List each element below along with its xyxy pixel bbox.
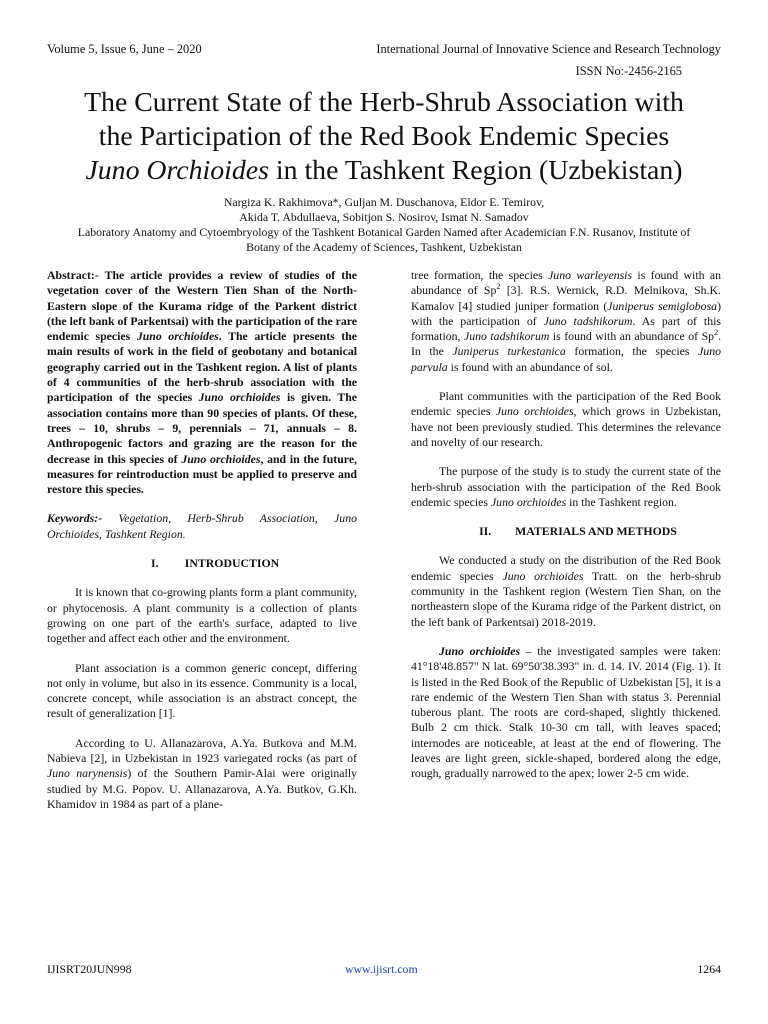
volume-info: Volume 5, Issue 6, June – 2020 xyxy=(47,42,202,56)
right-column xyxy=(411,268,721,796)
relevance-paragraph: Plant communities with the participation of the Red Book endemic species Juno orchioides, which grows in Uzbekistan, have not been previously studied. This determines the relevance and novelty of our research. xyxy=(411,389,721,449)
methods-paragraph-1: We conducted a study on the distribution of the Red Book endemic species Juno orchioides Tratt. on the herb-shrub community in the Tashkent region (Western Tien Shan, on the northeastern slope of the Kurama ridge of the Parkent district, on the left bank of Parkentsai) 2018-2019. xyxy=(411,553,721,629)
title-species: Juno Orchioides xyxy=(85,155,269,186)
journal-name: International Journal of Innovative Science and Research Technology xyxy=(376,42,721,56)
page-number: 1264 xyxy=(697,962,721,976)
keywords-text: Vegetation, Herb-Shrub Association, Juno Orchioides, Tashkent Region. xyxy=(47,511,357,541)
section-heading-methods: II. MATERIALS AND METHODS xyxy=(479,524,677,539)
section-heading-introduction: I. INTRODUCTION xyxy=(151,556,280,571)
paper-title xyxy=(30,86,738,188)
affiliation-1: Laboratory Anatomy and Cytoembryology of the Tashkent Botanical Garden Named after Academician F.N. Rusanov, Institute of xyxy=(77,225,691,239)
intro-paragraph-2: Plant association is a common generic concept, differing not only in volume, but also in its essence. Community is a local, concrete concept, while association is an abstract concept, the result of generalization [1]. xyxy=(47,660,357,721)
keywords xyxy=(47,511,357,542)
article-code: IJISRT20JUN998 xyxy=(47,962,132,976)
author-names-2: Akida T. Abdullaeva, Sobitjon S. Nosirov, Ismat N. Samadov xyxy=(239,210,529,224)
purpose-paragraph: The purpose of the study is to study the current state of the herb-shrub association with the participation of the Red Book endemic species Juno orchioides in the Tashkent region. xyxy=(411,464,721,509)
title-line-3: in the Tashkent Region (Uzbekistan) xyxy=(268,155,683,186)
intro-paragraph-1: It is known that co-growing plants form a plant community, or phytocenosis. A plant community is a collection of plants growing on one part of the earth's surface, adapted to live together and affect each other and the environment. xyxy=(47,585,357,646)
journal-website-link[interactable]: www.ijisrt.com xyxy=(345,962,418,976)
title-line-2: the Participation of the Red Book Endemic Species xyxy=(98,121,670,152)
affiliation-2: Botany of the Academy of Sciences, Tashkent, Uzbekistan xyxy=(246,240,522,254)
keywords-label: Keywords:- xyxy=(47,511,103,526)
abstract: Abstract:- The article provides a review of studies of the vegetation cover of the Western Tien Shan of the North-Eastern slope of the Kurama ridge of the Parkent district (the left bank of Parkentsai) with the participation of the rare endemic species Juno orchioides. The article presents the main results of work in the field of geobotany and botanical geography carried out in the Tashkent region. A list of plants of 4 communities of the herb-shrub association with the participation of the species Juno orchioides is given. The association contains more than 90 species of plants. Of these, trees – 10, shrubs – 9, perennials – 71, annuals – 8. Anthropogenic factors and grazing are the reason for the decrease in this species of Juno orchioides, and in the future, measures for reintroduction must be applied to preserve and restore this species. xyxy=(47,268,358,497)
continued-paragraph: tree formation, the species Juno warleyensis is found with an abundance of Sp$^2$ [3]. R.S. Wernick, R.D. Melnikova, Sh.K. Kamalov [4] studied juniper formation (Juniperus semiglobosa) with the participation of Juno tadshikorum. As part of this formation, Juno tadshikorum is found with an abundance of Sp$^2$. In the Juniperus turkestanica formation, the species Juno parvula is found with an abundance of sol. xyxy=(411,268,722,374)
title-line-1: The Current State of the Herb-Shrub Association with xyxy=(84,87,684,118)
intro-paragraph-3: According to U. Allanazarova, A.Ya. Butkova and M.M. Nabieva [2], in Uzbekistan in 1923 variegated rocks (as part of Juno narynensis) of the Southern Pamir-Alai were originally studied by M.G. Popov. U. Allanazarova, A.Ya. Butkov, G.Kh. Khamidov in 1984 as part of a plane- xyxy=(47,735,358,811)
issn: ISSN No:-2456-2165 xyxy=(575,64,682,78)
methods-paragraph-2: Juno orchioides – the investigated samples were taken: 41°18'48.857" N lat. 69°50'38.393" in. d. 14. IV. 2014 (Fig. 1). It is listed in the Red Book of the Republic of Uzbekistan [5], it is a rare endemic of the Western Tien Shan with status 3. Perennial tuberous plant. The roots are cord-shaped, slightly thickened. Bulb 2 cm thick. Stalk 10-30 cm tall, with leaves spaced; internodes are noticeable, at least at the end of flowering. The leaves are light green, sickle-shaped, bordered along the edge, rough, gradually narrowed to the apex; lower 2-5 cm wide. xyxy=(411,643,721,781)
author-names-1: Nargiza K. Rakhimova*, Guljan M. Duschanova, Eldor E. Temirov, xyxy=(223,195,545,209)
left-column xyxy=(47,268,357,826)
author-block xyxy=(30,195,738,255)
